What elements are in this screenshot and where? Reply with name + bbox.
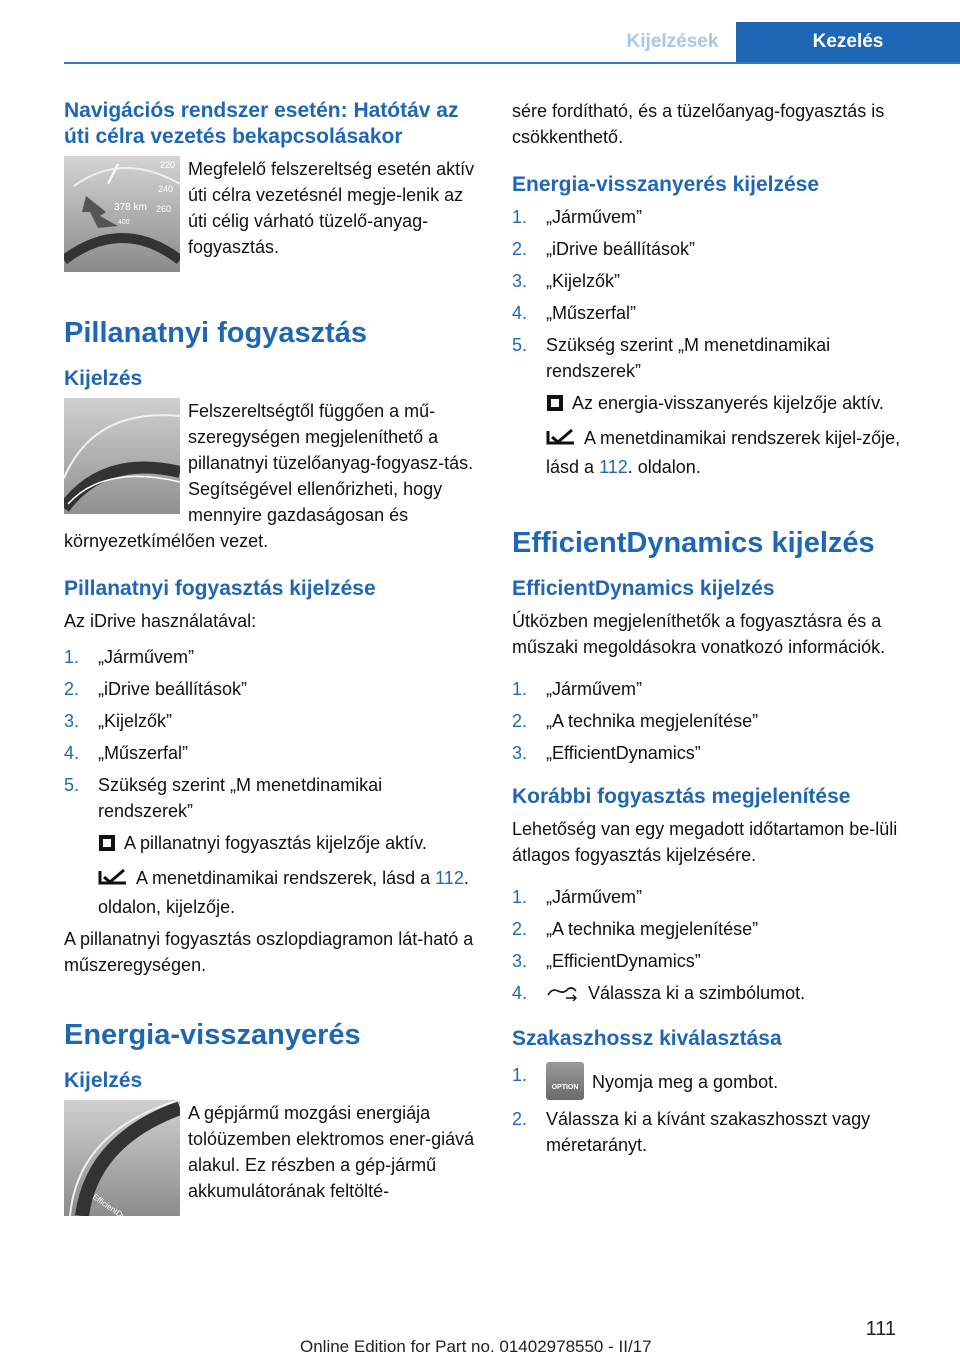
list-text: „Járművem” <box>98 647 195 667</box>
checkmark-note-text: A menetdinamikai rendszerek, lásd a <box>136 868 431 888</box>
kijelzes-text-1: Felszereltségtől függően a mű-szeregységen megjeleníthető a pillanatnyi tüzelőanyag-fogyasz-tás. Segítségével ellenőrizheti, hogy mennyire gazdaságosan és környezetkímélően vezet. <box>64 401 474 551</box>
list-text: Szükség szerint „M menetdinamikai rendszerek” <box>546 335 831 381</box>
nav-heading: Navigációs rendszer esetén: Hatótáv az úti célra vezetés bekapcsolásakor <box>64 99 459 148</box>
list-number: 5. <box>512 335 528 355</box>
regen-gauge-illustration <box>64 1100 180 1216</box>
checkmark-note-1 <box>64 865 476 920</box>
list-text: „Műszerfal” <box>98 743 189 763</box>
list-number: 1. <box>512 1065 528 1085</box>
list-text: „Járművem” <box>546 207 643 227</box>
list-item <box>512 708 928 734</box>
list-number: 3. <box>512 951 528 971</box>
regen-gauge-image <box>64 1100 180 1216</box>
list-text: „Kijelzők” <box>546 271 621 291</box>
steps-list-2 <box>512 204 928 384</box>
list-item <box>512 916 928 942</box>
consumption-gauge-image <box>64 398 180 514</box>
list-number: 4. <box>512 303 528 323</box>
continued-text: sére fordítható, és a tüzelőanyag-fogyasztás is csökkenthető. <box>512 101 885 147</box>
left-column <box>64 98 476 1220</box>
korabbi-text: Lehetőség van egy megadott időtartamon be-lüli átlagos fogyasztás kijelzésére. <box>512 819 898 865</box>
edition-footer: Online Edition for Part no. 01402978550 - II/17 <box>300 1337 652 1356</box>
option-button-label: OPTION <box>551 1084 579 1091</box>
kijelzes-heading-1: Kijelzés <box>64 367 143 390</box>
header-bar <box>64 22 960 64</box>
list-item <box>64 644 476 670</box>
list-item <box>512 236 928 262</box>
list-item <box>512 268 928 294</box>
list-item <box>512 1062 928 1100</box>
section-title-energia: Energia-visszanyerés <box>64 1019 361 1051</box>
list-item <box>512 980 928 1008</box>
list-item <box>512 300 928 326</box>
checkmark-icon <box>98 867 128 894</box>
list-number: 2. <box>512 1109 528 1129</box>
list-item <box>64 740 476 766</box>
gauge-tick-240: 240 <box>158 184 174 194</box>
range-gauge-illustration <box>64 156 180 272</box>
list-item <box>512 884 928 910</box>
gauge-tick-260: 260 <box>156 204 172 214</box>
idrive-intro: Az iDrive használatával: <box>64 611 257 631</box>
sub-heading-korabbi-fogyasztas: Korábbi fogyasztás megjelenítése <box>512 785 851 808</box>
list-number: 3. <box>512 271 528 291</box>
list-item <box>512 1106 928 1158</box>
efficientdynamics-text: Útközben megjeleníthetők a fogyasztásra és a műszaki megoldásokra vonatkozó információk. <box>512 611 886 657</box>
list-item <box>64 772 476 824</box>
list-text: Szükség szerint „M menetdinamikai rendszerek” <box>98 775 383 821</box>
nav-text: Megfelelő felszereltség esetén aktív úti célra vezetésnél megje-lenik az úti célig várható tüzelő-anyag-fogyasztás. <box>188 159 475 257</box>
tab-kezeles[interactable]: Kezelés <box>736 22 960 62</box>
list-number: 4. <box>64 743 80 763</box>
list-text: „A technika megjelenítése” <box>546 711 759 731</box>
kijelzes-block-2 <box>64 1100 476 1220</box>
checkmark-note-text-end: . oldalon, kijelzője. <box>98 868 469 917</box>
list-item <box>512 676 928 702</box>
list-number: 3. <box>512 743 528 763</box>
checkmark-note-text-end: . oldalon. <box>627 457 701 477</box>
list-text: „Járművem” <box>546 887 643 907</box>
steps-list-3 <box>512 676 928 766</box>
kijelzes-heading-2: Kijelzés <box>64 1069 143 1092</box>
list-text: „A technika megjelenítése” <box>546 919 759 939</box>
range-gauge-image <box>64 156 180 272</box>
list-item <box>512 332 928 384</box>
list-number: 1. <box>512 887 528 907</box>
sub-heading-pillanatnyi-kijelzese: Pillanatnyi fogyasztás kijelzése <box>64 577 376 600</box>
list-number: 3. <box>64 711 80 731</box>
list-number: 4. <box>512 983 528 1003</box>
checkbox-note-1 <box>64 830 476 859</box>
checkbox-icon <box>546 393 564 419</box>
checkmark-note-2 <box>512 425 928 480</box>
checkbox-note-2 <box>512 390 928 419</box>
list-text: „Kijelzők” <box>98 711 173 731</box>
checkbox-icon <box>98 833 116 859</box>
list-item <box>512 948 928 974</box>
list-number: 2. <box>512 711 528 731</box>
list-text: „Műszerfal” <box>546 303 637 323</box>
steps-list-1 <box>64 644 476 824</box>
sub-heading-efficientdynamics: EfficientDynamics kijelzés <box>512 577 775 600</box>
checkbox-note-text: A pillanatnyi fogyasztás kijelzője aktív. <box>124 833 427 853</box>
after-list-text: A pillanatnyi fogyasztás oszlopdiagramon lát-ható a műszeregységen. <box>64 929 474 975</box>
list-text: „iDrive beállítások” <box>546 239 696 259</box>
checkbox-note-text: Az energia-visszanyerés kijelzője aktív. <box>572 393 884 413</box>
list-text: „EfficientDynamics” <box>546 743 701 763</box>
page-number: 111 <box>865 1318 896 1340</box>
list-text: Nyomja meg a gombot. <box>592 1072 779 1092</box>
list-item <box>512 204 928 230</box>
right-column <box>512 98 928 1164</box>
list-item <box>512 740 928 766</box>
gauge-tick-220: 220 <box>160 160 176 170</box>
page-link-112[interactable]: 112 <box>599 457 628 477</box>
kijelzes-text-2: A gépjármű mozgási energiája tolóüzemben elektromos ener-giává alakul. Ez részben a gép-jármű akkumulátorának feltölté- <box>188 1103 475 1201</box>
list-number: 1. <box>512 679 528 699</box>
list-text: „Járművem” <box>546 679 643 699</box>
steps-list-5 <box>512 1062 928 1158</box>
list-number: 2. <box>512 239 528 259</box>
tab-kijelzesek[interactable]: Kijelzések <box>626 31 719 52</box>
page-link-112[interactable]: 112 <box>435 868 464 888</box>
gauge-range-km: 378 km <box>114 202 147 213</box>
section-title-pillanatnyi: Pillanatnyi fogyasztás <box>64 317 367 349</box>
sub-heading-szakaszhossz: Szakaszhossz kiválasztása <box>512 1027 782 1050</box>
list-text: Válassza ki a szimbólumot. <box>588 983 806 1003</box>
nav-block <box>64 156 476 276</box>
checkmark-icon <box>546 427 576 454</box>
gauge-tick-400: 400 <box>118 219 130 226</box>
list-text: „iDrive beállítások” <box>98 679 248 699</box>
section-title-efficientdynamics: EfficientDynamics kijelzés <box>512 527 875 559</box>
checkmark-note-text: A menetdinamikai rendszerek kijel-zője, lásd a <box>546 428 901 477</box>
list-text: „EfficientDynamics” <box>546 951 701 971</box>
sub-heading-energia-kijelzese: Energia-visszanyerés kijelzése <box>512 173 820 196</box>
option-button-icon[interactable] <box>546 1062 584 1100</box>
list-text: Válassza ki a kívánt szakaszhosszt vagy méretarányt. <box>546 1109 871 1155</box>
steps-list-4 <box>512 884 928 1008</box>
list-number: 2. <box>512 919 528 939</box>
list-item <box>64 708 476 734</box>
list-number: 1. <box>64 647 80 667</box>
kijelzes-block-1 <box>64 398 476 554</box>
route-symbol-icon <box>546 982 580 1008</box>
list-number: 1. <box>512 207 528 227</box>
consumption-gauge-illustration <box>64 398 180 514</box>
list-number: 2. <box>64 679 80 699</box>
list-item <box>64 676 476 702</box>
list-number: 5. <box>64 775 80 795</box>
